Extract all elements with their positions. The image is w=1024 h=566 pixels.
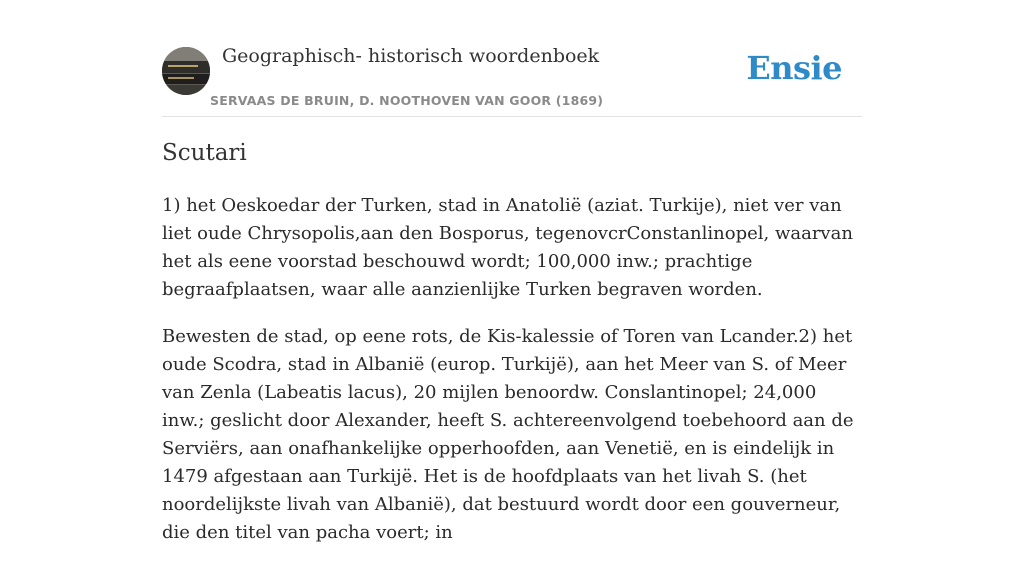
page xyxy=(162,0,862,543)
header xyxy=(162,0,862,117)
entry-paragraph: 1) het Oeskoedar der Turken, stad in Anatolië (aziat. Turkije), niet ver van liet oude Chrysopolis,aan den Bosporus, tegenovcrConstanlinopel, waarvan het als eene voorstad beschouwd wordt; 100,000 inw.; prachtige begraafplaatsen, waar alle aanzienlijke Turken begraven worden. xyxy=(162,195,853,300)
book-title-link[interactable]: Geographisch- historisch woordenboek xyxy=(222,45,600,67)
book-thumbnail-icon[interactable] xyxy=(162,47,210,95)
book-authors: SERVAAS DE BRUIN, D. NOOTHOVEN VAN GOOR (1869) xyxy=(210,93,604,108)
entry-title: Scutari xyxy=(162,140,247,166)
ensie-logo[interactable]: Ensie xyxy=(746,49,842,87)
entry-paragraph: Bewesten de stad, op eene rots, de Kis-kalessie of Toren van Lcander.2) het oude Scodra, stad in Albanië (europ. Turkijë), aan het Meer van S. of Meer van Zenla (Labeatis lacus), 20 mijlen benoordw. Conslantinopel; 24,000 inw.; geslicht door Alexander, heeft S. achtereenvolgend toebehoord aan de Serviërs, aan onafhankelijke opperhoofden, aan Venetië, en is eindelijk in 1479 afgestaan aan Turkijë. Het is de hoofdplaats van het livah S. (het noordelijkste livah van Albanië), dat bestuurd wordt door een gouverneur, die den titel van pacha voert; in xyxy=(162,326,854,543)
entry-body xyxy=(162,192,864,566)
